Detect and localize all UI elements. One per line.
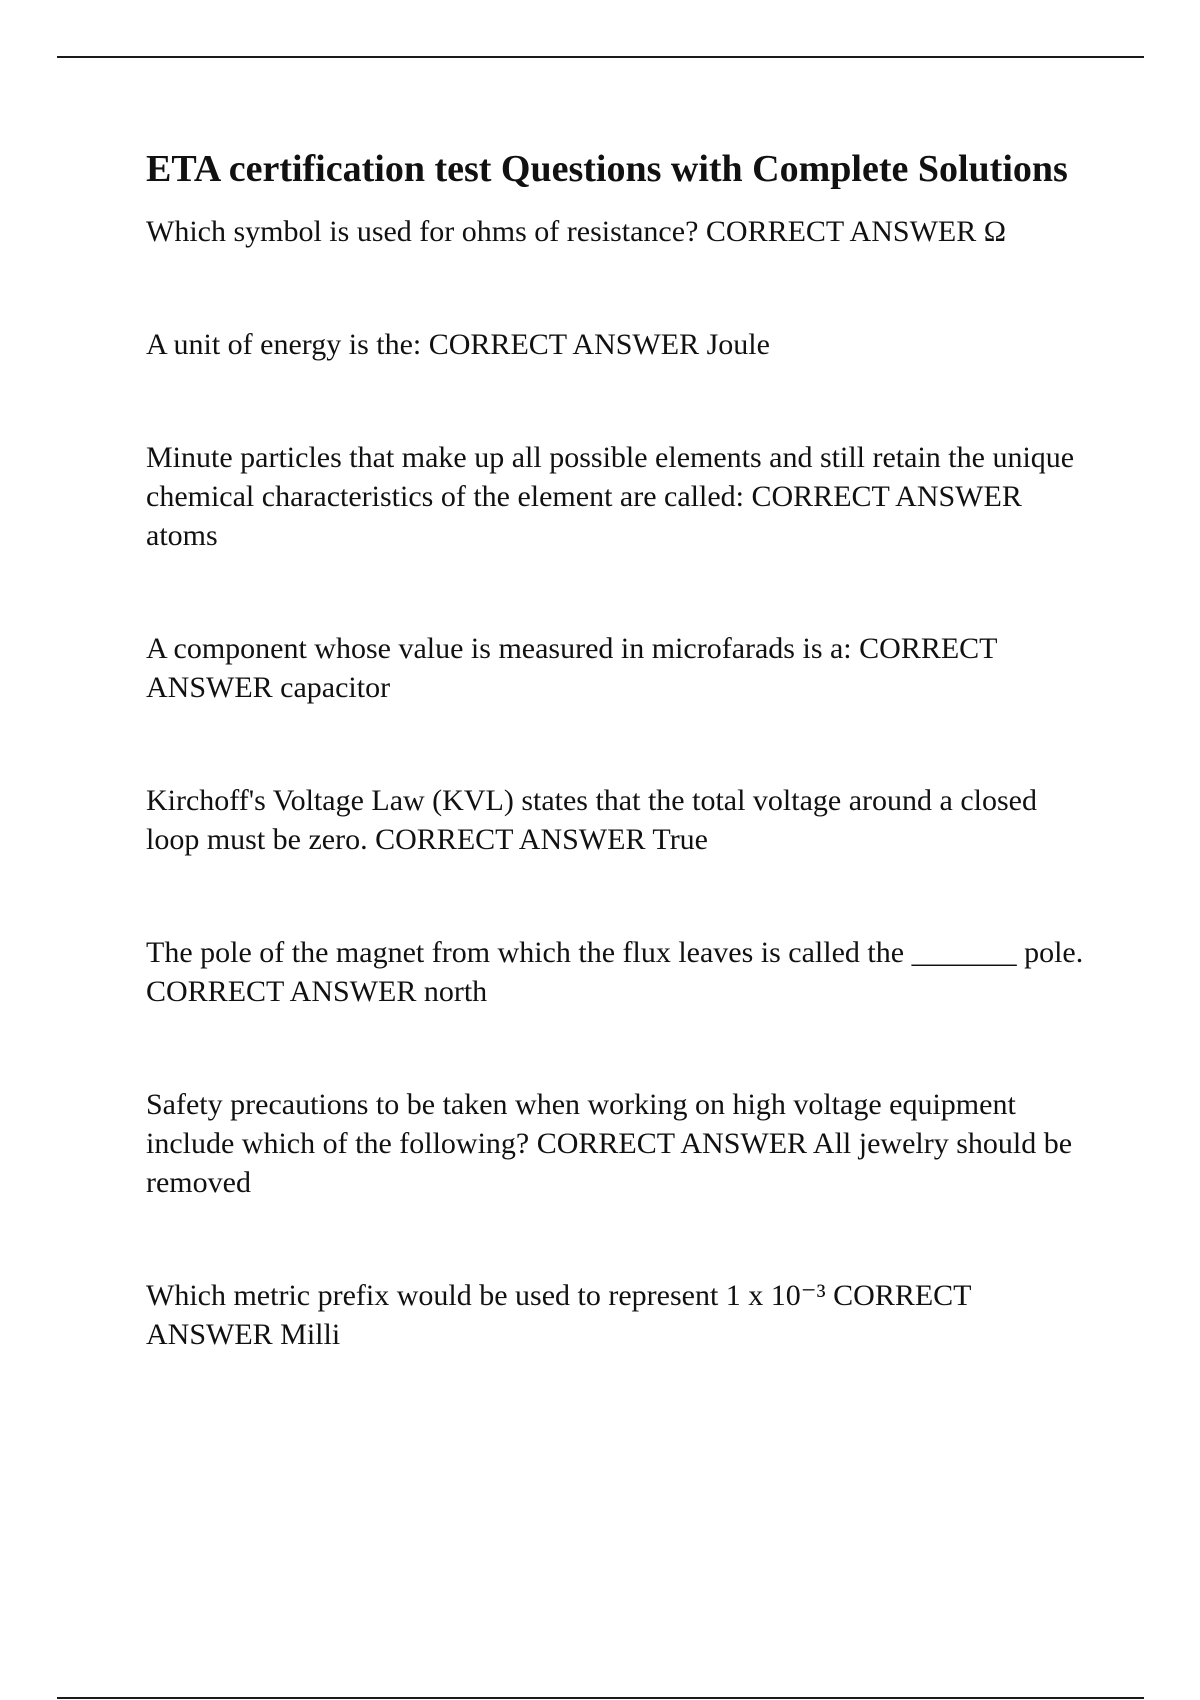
answer-text: capacitor <box>280 671 391 704</box>
question-text: The pole of the magnet from which the flux leaves is called the _______ pole. <box>146 936 1084 969</box>
qa-item-1 <box>146 212 1086 251</box>
answer-text: Milli <box>280 1318 341 1351</box>
document-title: ETA certification test Questions with Complete Solutions <box>146 148 1068 190</box>
answer-text: True <box>652 823 708 856</box>
qa-item-4 <box>146 629 1086 707</box>
answer-text: north <box>423 975 488 1008</box>
question-text: Kirchoff's Voltage Law (KVL) states that the total voltage around a closed loop must be zero. <box>146 784 1037 856</box>
bottom-rule <box>57 1697 1144 1699</box>
answer-marker: CORRECT ANSWER <box>705 215 977 248</box>
question-text: Which metric prefix would be used to represent 1 x 10⁻³ <box>146 1279 826 1312</box>
qa-item-3 <box>146 438 1086 555</box>
answer-text: Ω <box>983 215 1007 248</box>
answer-text: Joule <box>706 328 770 361</box>
answer-marker: CORRECT ANSWER <box>536 1127 808 1160</box>
question-text: A unit of energy is the: <box>146 328 422 361</box>
answer-text: All jewelry should be removed <box>146 1127 1073 1199</box>
qa-item-8 <box>146 1276 1086 1354</box>
answer-marker: CORRECT ANSWER <box>428 328 700 361</box>
answer-marker: CORRECT ANSWER <box>146 1279 971 1351</box>
answer-marker: CORRECT ANSWER <box>751 480 1022 513</box>
answer-text: atoms <box>146 519 218 552</box>
answer-marker: CORRECT ANSWER <box>146 975 417 1008</box>
question-text: A component whose value is measured in microfarads is a: <box>146 632 852 665</box>
qa-item-2 <box>146 325 1086 364</box>
qa-item-5 <box>146 781 1086 859</box>
answer-marker: CORRECT ANSWER <box>146 632 997 704</box>
qa-item-6 <box>146 933 1086 1011</box>
question-text: Which symbol is used for ohms of resistance? <box>146 215 699 248</box>
qa-item-7 <box>146 1085 1086 1202</box>
top-rule <box>57 56 1144 58</box>
qa-list <box>146 212 1086 1354</box>
question-text: Safety precautions to be taken when working on high voltage equipment include which of the following? <box>146 1088 1016 1160</box>
question-text: Minute particles that make up all possible elements and still retain the unique chemical characteristics of the element are called: <box>146 441 1075 513</box>
answer-marker: CORRECT ANSWER <box>375 823 646 856</box>
document-body <box>146 144 1086 1428</box>
